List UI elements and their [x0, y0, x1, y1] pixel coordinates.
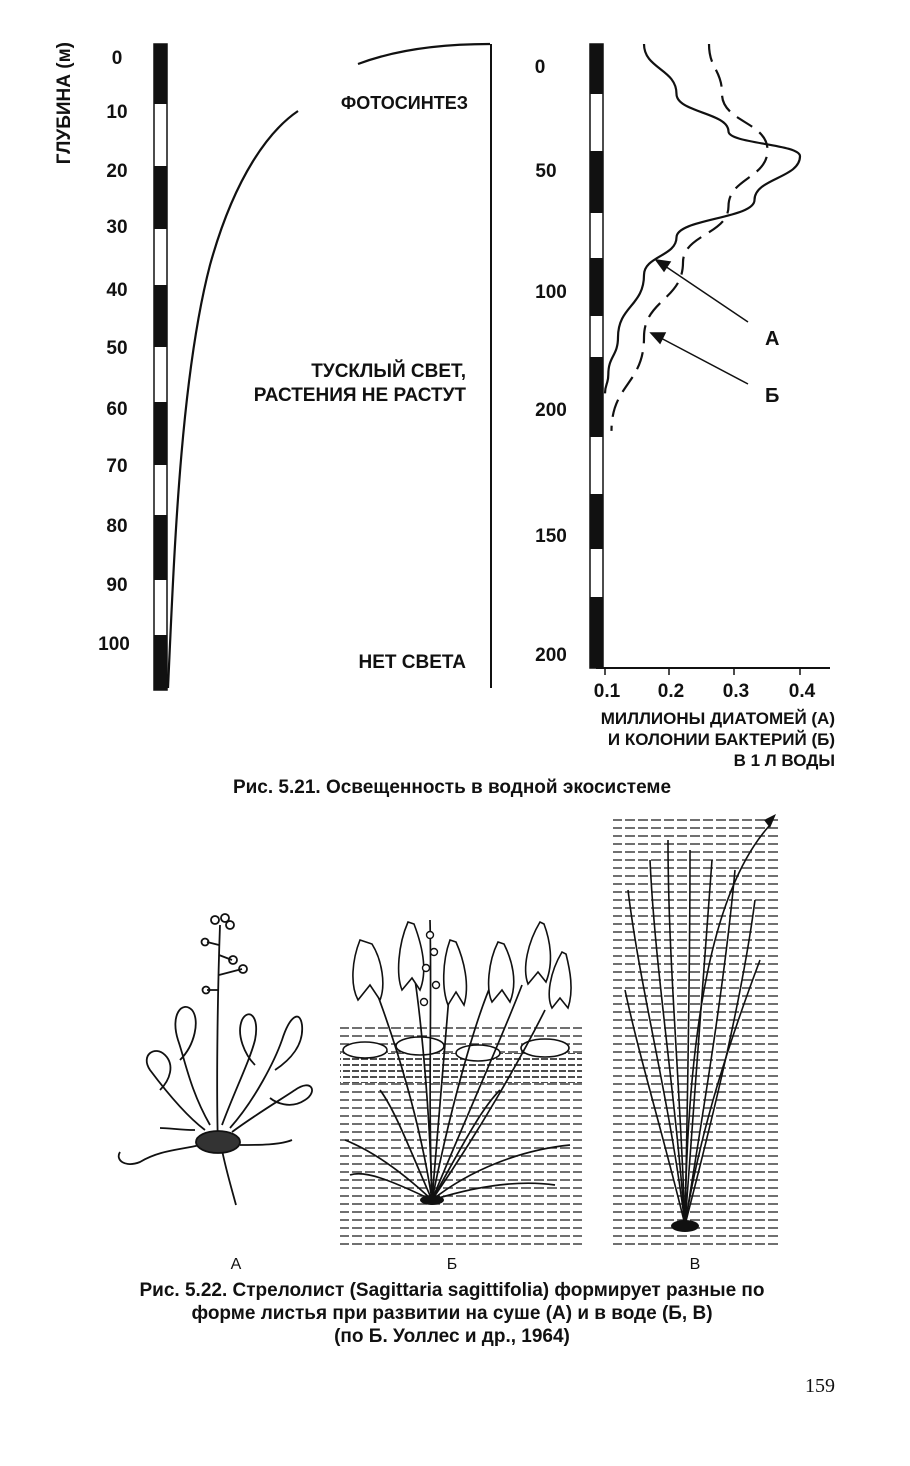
- x-axis-tick-labels: [594, 681, 816, 702]
- plant-v-base: [671, 1220, 699, 1232]
- zone-label-photosynthesis: ФОТОСИНТЕЗ: [340, 93, 468, 113]
- series-pointers: [651, 260, 748, 384]
- arrow-leaf: [489, 942, 514, 1002]
- panel-label-b: Б: [446, 1256, 458, 1273]
- x-tick-label: 0.2: [657, 681, 685, 702]
- plant-a-flower: [226, 921, 234, 929]
- left-depth-bar: [154, 44, 167, 690]
- plant-b-bud: [421, 999, 428, 1006]
- zone-label-no-light: НЕТ СВЕТА: [358, 652, 466, 673]
- plant-a-flower: [211, 916, 219, 924]
- depth-tick-label: 200: [535, 645, 567, 666]
- depth-tick-label: 90: [106, 575, 128, 596]
- right-depth-ticks: [535, 57, 567, 666]
- plant-illustration-b: [340, 920, 582, 1249]
- plant-b-bud: [427, 932, 434, 939]
- zone-label-dim-light-2: РАСТЕНИЯ НЕ РАСТУТ: [253, 385, 466, 406]
- plant-a-leaf: [222, 1014, 256, 1125]
- depth-bar-segment: [590, 494, 603, 549]
- panel-label-v: В: [689, 1256, 701, 1273]
- x-tick-label: 0.4: [788, 681, 816, 702]
- depth-bar-segment: [154, 44, 167, 104]
- plant-a-root-mass: [196, 1131, 240, 1153]
- x-axis-label: [601, 709, 835, 770]
- plant-b-base: [420, 1195, 444, 1205]
- depth-tick-label: 150: [535, 526, 567, 547]
- depth-tick-label: 60: [106, 399, 128, 420]
- plant-a-branch: [207, 942, 242, 990]
- depth-bar-segment: [590, 258, 603, 316]
- arrow-leaf: [549, 952, 571, 1008]
- plant-a-leaf: [232, 1085, 312, 1132]
- depth-tick-label: 30: [106, 217, 128, 238]
- depth-axis-label: ГЛУБИНА (м): [54, 42, 75, 165]
- x-axis-label-line: И КОЛОНИИ БАКТЕРИЙ (Б): [607, 730, 835, 749]
- x-tick-label: 0.3: [722, 681, 750, 702]
- depth-tick-label: 200: [535, 400, 567, 421]
- depth-tick-label: 70: [106, 456, 128, 477]
- depth-tick-label: 40: [106, 280, 128, 301]
- left-depth-ticks: [98, 48, 130, 655]
- plant-a-root: [119, 1145, 200, 1164]
- depth-bar-segment: [154, 402, 167, 465]
- light-intensity-curve-top: [358, 44, 490, 64]
- figure-caption-5-22: [140, 1280, 765, 1347]
- panel-label-a: А: [230, 1256, 242, 1273]
- arrow-leaf: [353, 940, 383, 1000]
- arrow-leaf: [526, 922, 551, 984]
- depth-tick-label: 10: [106, 102, 128, 123]
- right-plankton-panel: [535, 44, 835, 770]
- depth-bar-segment: [154, 285, 167, 347]
- pointer-arrowhead-a: [656, 260, 670, 271]
- pointer-arrowhead-b: [651, 333, 665, 343]
- series-b-line: [612, 44, 768, 431]
- arrow-leaf: [399, 922, 424, 990]
- depth-bar-segment: [590, 357, 603, 437]
- left-depth-panel: [54, 42, 491, 690]
- depth-bar-segment: [154, 635, 167, 690]
- pointer-line-a: [662, 264, 748, 322]
- depth-bar-segment: [590, 44, 603, 94]
- plant-a-leaf: [147, 1051, 205, 1130]
- caption-line: (по Б. Уоллес и др., 1964): [334, 1326, 570, 1347]
- x-tick-label: 0.1: [593, 681, 621, 702]
- depth-bar-segment: [154, 515, 167, 580]
- plant-panel-labels: [231, 1256, 701, 1273]
- depth-bar-segment: [590, 597, 603, 668]
- series-label-a: А: [765, 328, 780, 350]
- plant-b-bud: [423, 965, 430, 972]
- depth-bar-segment: [590, 151, 603, 213]
- depth-tick-label: 50: [106, 338, 128, 359]
- right-depth-bar: [590, 44, 603, 668]
- arrow-leaf: [444, 940, 467, 1005]
- depth-tick-label: 50: [535, 161, 557, 182]
- plant-b-bud: [433, 982, 440, 989]
- floating-leaf: [343, 1042, 387, 1058]
- depth-tick-label: 100: [98, 634, 130, 655]
- depth-bar-segment: [154, 166, 167, 229]
- floating-leaf: [396, 1037, 444, 1055]
- plant-illustration-a: [119, 914, 312, 1205]
- plant-illustration-v: [613, 813, 781, 1249]
- x-axis-label-line: МИЛЛИОНЫ ДИАТОМЕЙ (А): [600, 709, 835, 728]
- pointer-line-b: [657, 336, 748, 384]
- depth-tick-label: 20: [106, 161, 128, 182]
- x-axis-ticks: [605, 668, 800, 675]
- plant-a-root: [160, 1128, 195, 1130]
- depth-tick-label: 0: [534, 57, 546, 78]
- depth-tick-label: 80: [106, 516, 128, 537]
- depth-bar-outline: [154, 44, 167, 690]
- depth-bar-outline: [590, 44, 603, 668]
- depth-tick-label: 0: [111, 48, 123, 69]
- figure-caption-5-21: Рис. 5.21. Освещенность в водной экосистеме: [232, 777, 672, 798]
- depth-tick-label: 100: [535, 282, 567, 303]
- right-series-lines: [605, 44, 800, 431]
- plant-b-arrow-leaves: [353, 922, 571, 1008]
- caption-line: Рис. 5.22. Стрелолист (Sagittaria sagittifolia) формирует разные по: [139, 1280, 765, 1301]
- plant-a-stem: [217, 925, 220, 1148]
- zone-label-dim-light-1: ТУСКЛЫЙ СВЕТ,: [311, 361, 466, 382]
- series-label-b: Б: [765, 385, 780, 407]
- plant-b-bud: [431, 949, 438, 956]
- caption-line: форме листья при развитии на суше (А) и в воде (Б, В): [191, 1303, 713, 1324]
- page-number: 159: [805, 1375, 835, 1397]
- plant-a-root: [240, 1140, 292, 1145]
- x-axis-label-line: В 1 Л ВОДЫ: [733, 751, 835, 770]
- plant-a-root: [222, 1150, 236, 1205]
